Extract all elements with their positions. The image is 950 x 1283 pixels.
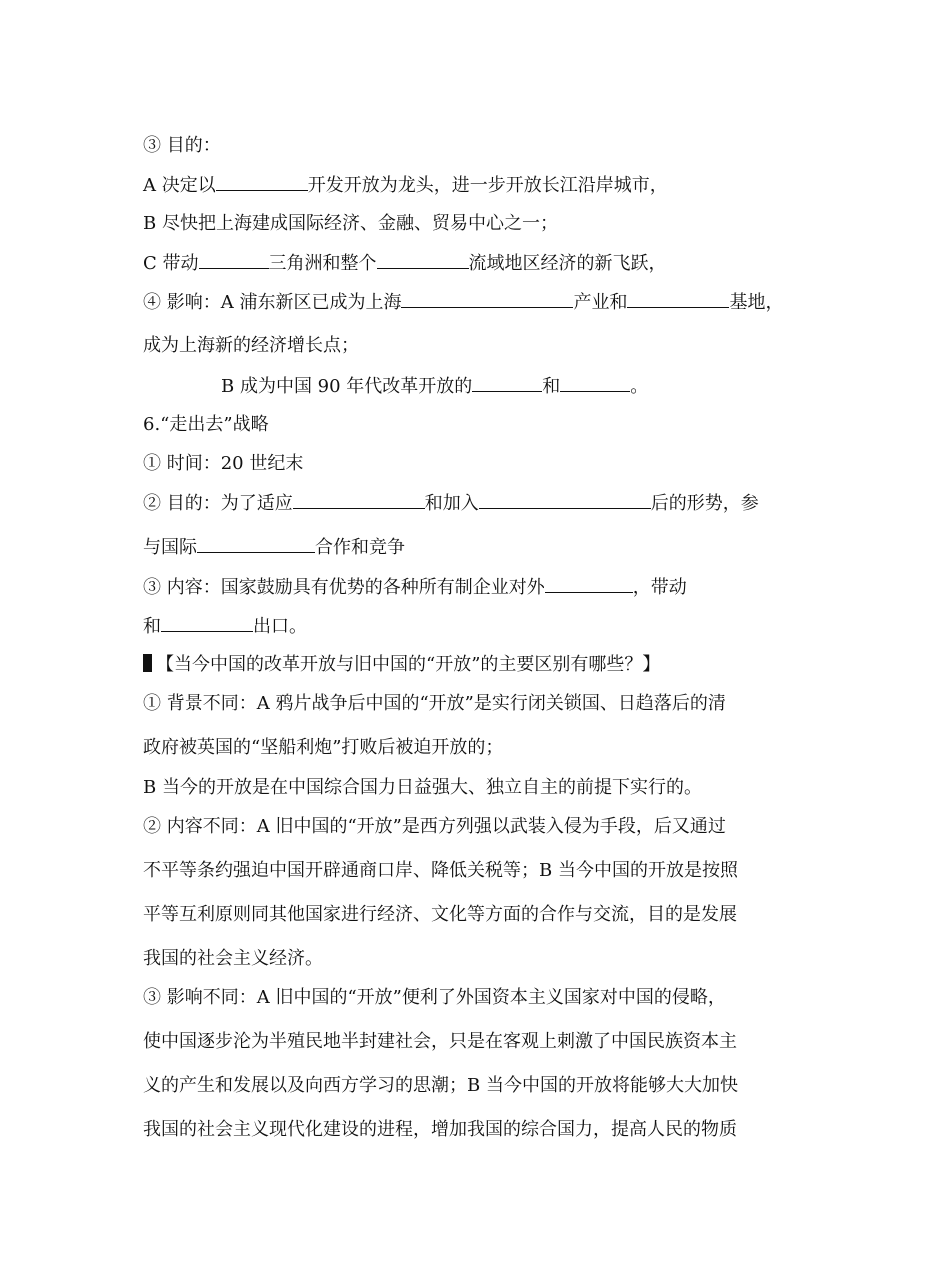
fill-blank[interactable] <box>161 613 253 632</box>
section-go-global <box>143 412 830 438</box>
text: 【当今中国的改革开放与旧中国的“开放”的主要区别有哪些？】 <box>156 654 661 675</box>
para-content-2 <box>143 858 830 884</box>
text: ③ 目的： <box>143 135 221 156</box>
text: 与国际 <box>143 537 197 558</box>
text: ① 背景不同：A 鸦片战争后中国的“开放”是实行闭关锁国、日趋落后的清 <box>143 693 726 714</box>
text: 政府被英国的“坚船利炮”打败后被迫开放的； <box>143 737 504 758</box>
text: 义的产生和发展以及向西方学习的思潮；B 当今中国的开放将能够大大加快 <box>143 1075 738 1096</box>
text: 流域地区经济的新飞跃， <box>468 253 667 274</box>
text: 产业和 <box>573 292 628 313</box>
fill-blank[interactable] <box>560 373 630 392</box>
fill-blank[interactable] <box>197 534 315 553</box>
text: 开发开放为龙头，进一步开放长江沿岸城市， <box>307 175 668 196</box>
text: 基地， <box>729 292 784 313</box>
bullet-mark <box>143 654 152 672</box>
text: 三角洲和整个 <box>268 253 377 274</box>
text: 我国的社会主义现代化建设的进程，增加我国的综合国力，提高人民的物质 <box>143 1119 737 1140</box>
fill-blank[interactable] <box>293 490 425 509</box>
text: 后的形势，参 <box>650 493 759 514</box>
purpose-c <box>143 250 830 277</box>
text: 成为上海新的经济增长点； <box>143 335 359 356</box>
text: C 带动 <box>143 253 199 274</box>
text: 平等互利原则同其他国家进行经济、文化等方面的合作与交流，目的是发展 <box>143 904 737 925</box>
fill-blank[interactable] <box>216 172 308 191</box>
fill-blank[interactable] <box>479 490 651 509</box>
text: 我国的社会主义经济。 <box>143 948 323 969</box>
para-impact-4 <box>143 1117 830 1143</box>
text: 合作和竞争 <box>315 537 405 558</box>
text: ① 时间：20 世纪末 <box>143 453 304 474</box>
text: B 尽快把上海建成国际经济、金融、贸易中心之一； <box>143 213 558 234</box>
fill-blank[interactable] <box>199 250 269 269</box>
text: ，带动 <box>632 577 687 598</box>
text: ④ 影响：A 浦东新区已成为上海 <box>143 292 402 313</box>
para-content-3 <box>143 902 830 928</box>
para-impact-1 <box>143 985 830 1011</box>
para-background-3 <box>143 775 830 801</box>
text: ② 目的：为了适应 <box>143 493 293 514</box>
text: 使中国逐步沦为半殖民地半封建社会，只是在客观上刺激了中国民族资本主 <box>143 1031 737 1052</box>
impact-b <box>221 373 830 400</box>
impact-a <box>143 289 830 316</box>
text: ③ 影响不同：A 旧中国的“开放”便利了外国资本主义国家对中国的侵略， <box>143 987 726 1008</box>
para-content-4 <box>143 946 830 972</box>
impact-a-cont <box>143 333 830 359</box>
fill-blank[interactable] <box>377 250 469 269</box>
purpose-b <box>143 211 830 237</box>
content-line-cont <box>143 613 830 640</box>
text: 6.“走出去”战略 <box>143 414 269 435</box>
goal-line-cont <box>143 534 830 561</box>
text: 和加入 <box>424 493 479 514</box>
text: 和 <box>542 376 561 397</box>
para-impact-2 <box>143 1029 830 1055</box>
question-heading <box>143 652 830 678</box>
fill-blank[interactable] <box>472 373 542 392</box>
text: ③ 内容：国家鼓励具有优势的各种所有制企业对外 <box>143 577 545 598</box>
fill-blank[interactable] <box>545 574 633 593</box>
text: B 当今的开放是在中国综合国力日益强大、独立自主的前提下实行的。 <box>143 777 702 798</box>
para-impact-3 <box>143 1073 830 1099</box>
purpose-a <box>143 172 830 199</box>
fill-blank[interactable] <box>401 289 573 308</box>
para-background-1 <box>143 691 830 717</box>
para-background-2 <box>143 735 830 761</box>
text: B 成为中国 90 年代改革开放的 <box>221 376 473 397</box>
text: A 决定以 <box>143 175 216 196</box>
text: 和 <box>143 616 161 637</box>
time-line <box>143 451 830 477</box>
text: 不平等条约强迫中国开辟通商口岸、降低关税等；B 当今中国的开放是按照 <box>143 860 738 881</box>
para-content-1 <box>143 814 830 840</box>
goal-line <box>143 490 830 517</box>
text: 。 <box>630 376 649 397</box>
purpose-heading <box>143 133 830 159</box>
content-line <box>143 574 830 601</box>
text: ② 内容不同：A 旧中国的“开放”是西方列强以武装入侵为手段，后又通过 <box>143 816 726 837</box>
text: 出口。 <box>253 616 307 637</box>
fill-blank[interactable] <box>627 289 729 308</box>
